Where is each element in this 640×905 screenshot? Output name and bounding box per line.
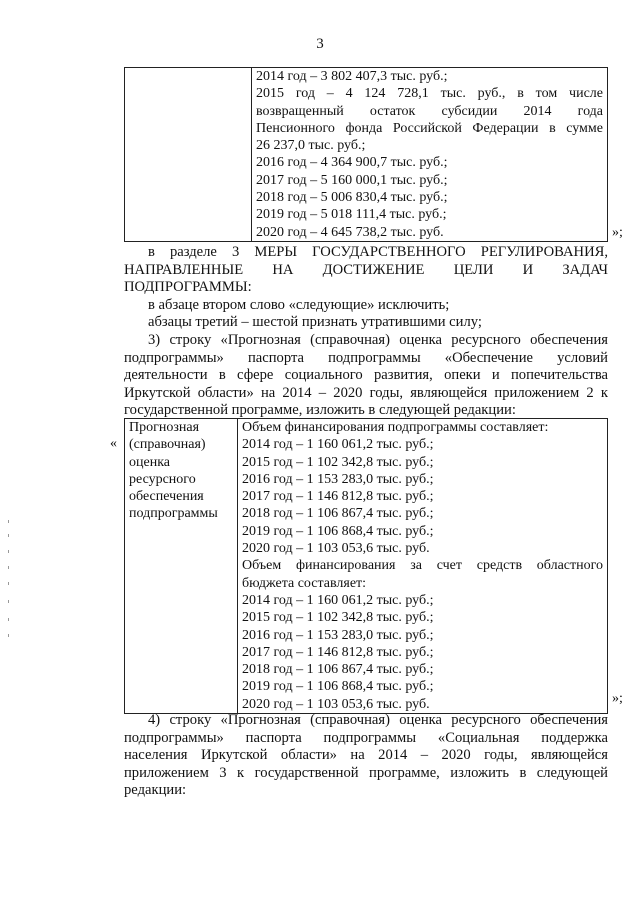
table1-line: 2020 год – 4 645 738,2 тыс. руб. bbox=[256, 224, 444, 240]
table2-closing-quote: »; bbox=[612, 691, 623, 706]
page-number: 3 bbox=[316, 36, 324, 52]
table2-line: 2015 год – 1 102 342,8 тыс. руб.; bbox=[242, 454, 434, 470]
subprogram-funding-table bbox=[124, 418, 608, 714]
para-line: абзацы третий – шестой признать утратившими силу; bbox=[148, 314, 482, 331]
table2-line: 2014 год – 1 160 061,2 тыс. руб.; bbox=[242, 437, 434, 453]
table2-line: 2019 год – 1 106 868,4 тыс. руб.; bbox=[242, 679, 434, 695]
table2-line: 2015 год – 1 102 342,8 тыс. руб.; bbox=[242, 610, 434, 626]
table2-line: бюджета составляет: bbox=[242, 575, 367, 591]
table1-line: Пенсионного фонда Российской Федерации в сумме bbox=[256, 120, 603, 136]
table2-line: Объем финансирования за счет средств областного bbox=[242, 558, 603, 574]
table2-label-line: обеспечения bbox=[129, 489, 204, 505]
para-line: 4) строку «Прогнозная (справочная) оценка ресурсного обеспечения bbox=[148, 712, 608, 728]
table2-label-line: Прогнозная bbox=[129, 420, 200, 435]
table1-line: 2017 год – 5 160 000,1 тыс. руб.; bbox=[256, 172, 448, 188]
funding-table-continued bbox=[124, 67, 608, 242]
para-line: деятельности в сфере социального развития, опеки и попечительства bbox=[124, 367, 608, 384]
table2-line: 2017 год – 1 146 812,8 тыс. руб.; bbox=[242, 489, 434, 505]
table2-line: 2014 год – 1 160 061,2 тыс. руб.; bbox=[242, 592, 434, 608]
table2-line: 2020 год – 1 103 053,6 тыс. руб. bbox=[242, 696, 430, 712]
table1-line: возвращенный остаток субсидии 2014 года bbox=[256, 103, 603, 119]
para-line: населения Иркутской области» на 2014 – 2020 годы, являющейся bbox=[124, 747, 608, 764]
table2-opening-quote: « bbox=[110, 436, 117, 451]
table1-line: 2016 год – 4 364 900,7 тыс. руб.; bbox=[256, 155, 448, 171]
table2-label-line: ресурсного bbox=[129, 471, 196, 487]
table2-label-line: оценка bbox=[129, 454, 171, 470]
scan-margin-marks bbox=[8, 520, 10, 640]
para-line: НАПРАВЛЕННЫЕ НА ДОСТИЖЕНИЕ ЦЕЛИ И ЗАДАЧ bbox=[124, 261, 608, 278]
table1-left-cell bbox=[125, 68, 252, 242]
table2-line: Объем финансирования подпрограммы составляет: bbox=[242, 420, 549, 435]
table2-line: 2016 год – 1 153 283,0 тыс. руб.; bbox=[242, 471, 434, 487]
table1-line: 2018 год – 5 006 830,4 тыс. руб.; bbox=[256, 190, 448, 206]
table2-right-cell bbox=[238, 419, 608, 714]
table1-right-cell bbox=[252, 68, 608, 242]
table1-closing-quote: »; bbox=[612, 225, 623, 240]
para-line: Иркутской области» на 2014 – 2020 годы, являющейся приложением 2 к bbox=[124, 384, 608, 401]
para-line: 3) строку «Прогнозная (справочная) оценка ресурсного обеспечения bbox=[148, 331, 608, 348]
table1-line: 2019 год – 5 018 111,4 тыс. руб.; bbox=[256, 207, 447, 223]
table2-line: 2017 год – 1 146 812,8 тыс. руб.; bbox=[242, 644, 434, 660]
para-line: в абзаце втором слово «следующие» исключить; bbox=[148, 296, 450, 313]
table2-left-cell bbox=[125, 419, 238, 714]
para-line: редакции: bbox=[124, 782, 187, 799]
table2-line: 2018 год – 1 106 867,4 тыс. руб.; bbox=[242, 506, 434, 522]
item-4-paragraph bbox=[124, 712, 608, 800]
table2-line: 2020 год – 1 103 053,6 тыс. руб. bbox=[242, 541, 430, 557]
section-3-instructions bbox=[124, 244, 608, 420]
para-line: подпрограммы» паспорта подпрограммы «Социальная поддержка bbox=[124, 729, 608, 746]
para-line: в разделе 3 МЕРЫ ГОСУДАРСТВЕННОГО РЕГУЛИРОВАНИЯ, bbox=[148, 244, 608, 260]
table1-line: 2015 год – 4 124 728,1 тыс. руб., в том числе bbox=[256, 86, 603, 102]
table2-label-line: (справочная) bbox=[129, 437, 206, 453]
table2-line: 2019 год – 1 106 868,4 тыс. руб.; bbox=[242, 523, 434, 539]
table2-line: 2016 год – 1 153 283,0 тыс. руб.; bbox=[242, 627, 434, 643]
table2-label-line: подпрограммы bbox=[129, 506, 218, 522]
para-line: подпрограммы» паспорта подпрограммы «Обеспечение условий bbox=[124, 349, 608, 366]
para-line: приложением 3 к государственной программе, изложить в следующей bbox=[124, 764, 608, 781]
table1-line: 2014 год – 3 802 407,3 тыс. руб.; bbox=[256, 69, 448, 84]
table2-line: 2018 год – 1 106 867,4 тыс. руб.; bbox=[242, 662, 434, 678]
para-line: государственной программе, изложить в следующей редакции: bbox=[124, 402, 516, 419]
para-line: ПОДПРОГРАММЫ: bbox=[124, 279, 252, 296]
table1-line: 26 237,0 тыс. руб.; bbox=[256, 138, 366, 154]
